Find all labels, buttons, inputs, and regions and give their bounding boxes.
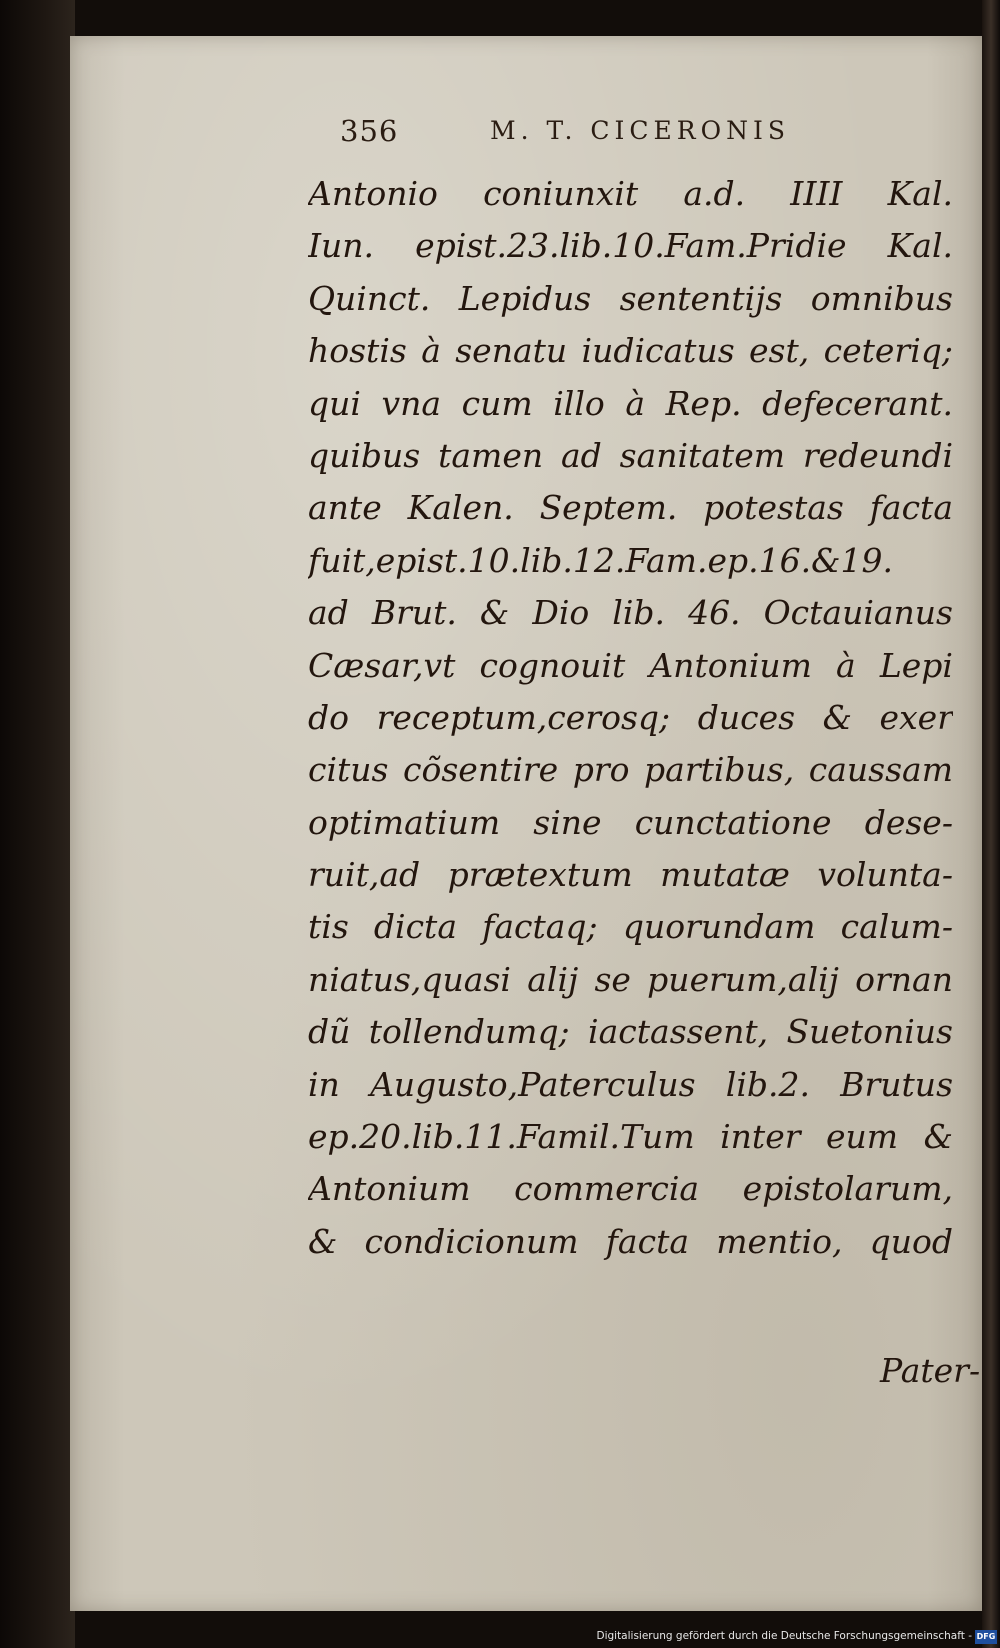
text-line: & condicionum facta mentio, quod — [308, 1221, 953, 1261]
scan-background-right — [982, 0, 1000, 1648]
text-line: hostis à senatu iudicatus est, ceteriq; — [308, 331, 953, 371]
text-line: Antonium commercia epistolarum, — [308, 1169, 953, 1209]
text-line: Antonio coniunxit a.d. IIII Kal. — [308, 174, 953, 213]
digitization-footer — [0, 1628, 1000, 1648]
text-line: fuit,epist.10.lib.12.Fam.ep.16.&19. — [308, 540, 893, 580]
page-header — [340, 114, 900, 164]
text-line: in Augusto,Paterculus lib.2. Brutus — [308, 1064, 953, 1104]
text-line: dũ tollendumq; iactassent, Suetonius — [308, 1012, 953, 1052]
text-line: Cæsar,vt cognouit Antonium à Lepi — [308, 645, 953, 685]
text-line: Iun. epist.23.lib.10.Fam.Pridie Kal. — [308, 226, 953, 266]
funding-credit: Digitalisierung gefördert durch die Deutsche Forschungsgemeinschaft - — [596, 1630, 972, 1642]
dfg-logo: DFG — [975, 1630, 997, 1644]
text-line: ante Kalen. Septem. potestas facta — [308, 488, 953, 528]
text-line: optimatium sine cunctatione dese- — [308, 802, 953, 842]
text-line: citus cõsentire pro partibus, caussam — [308, 750, 953, 790]
text-line: ruit,ad prætextum mutatæ volunta- — [308, 855, 953, 895]
running-head: M. T. CICERONIS — [490, 116, 790, 145]
text-line: Quinct. Lepidus sententijs omnibus — [308, 278, 953, 318]
book-page — [70, 36, 982, 1611]
text-line: quibus tamen ad sanitatem redeundi — [308, 435, 953, 475]
page-number: 356 — [340, 114, 399, 148]
text-line: tis dicta factaq; quorundam calum- — [308, 907, 953, 947]
text-body — [308, 168, 953, 1268]
text-line: ad Brut. & Dio lib. 46. Octauianus — [308, 593, 953, 633]
text-line: niatus,quasi alij se puerum,alij ornan — [308, 959, 953, 999]
text-line: ep.20.lib.11.Famil.Tum inter eum & — [308, 1117, 953, 1157]
text-line: do receptum,cerosq; duces & exer — [308, 697, 953, 737]
text-line: qui vna cum illo à Rep. defecerant. — [308, 383, 953, 423]
scan-background-left — [0, 0, 75, 1648]
catchword: Pater- — [880, 1351, 981, 1390]
